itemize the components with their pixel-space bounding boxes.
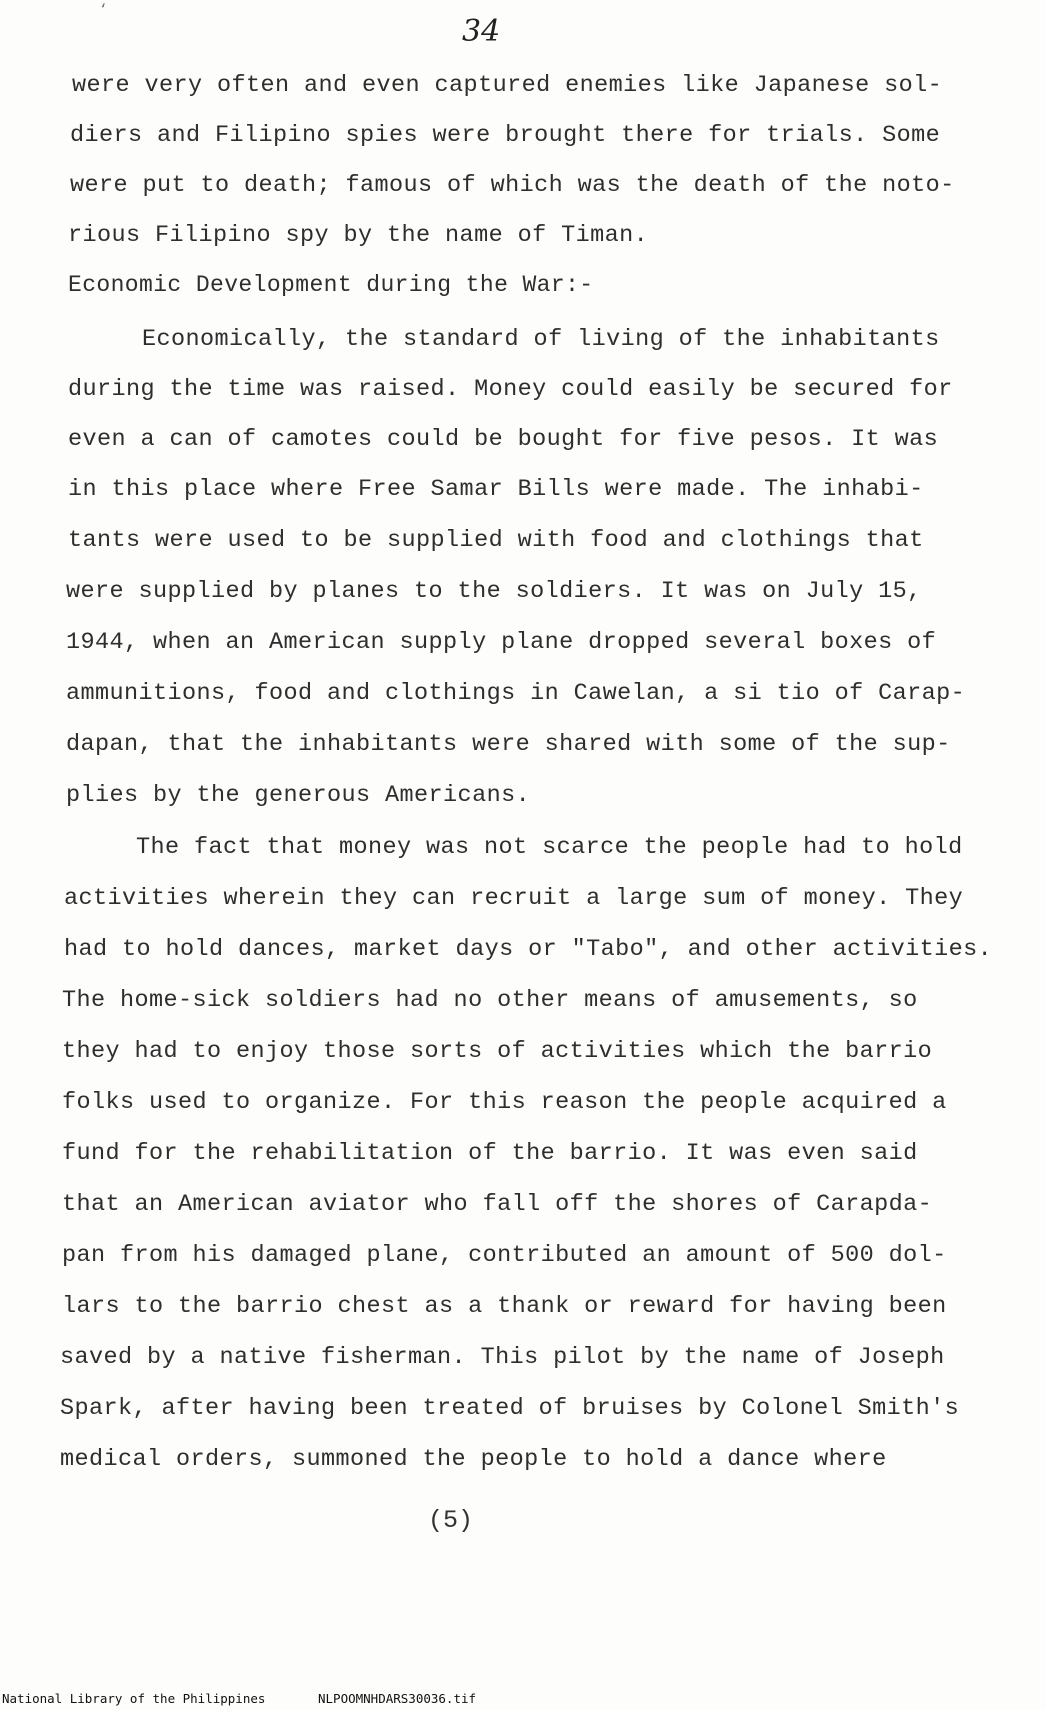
text-line: plies by the generous Americans. [66,782,531,809]
text-line: Spark, after having been treated of bruises by Colonel Smith's [60,1395,960,1422]
text-line: had to hold dances, market days or "Tabo", and other activities. [64,936,993,963]
text-line: dapan, that the inhabitants were shared with some of the sup- [66,731,951,758]
text-line: fund for the rehabilitation of the barrio. It was even said [62,1140,918,1167]
text-line: lars to the barrio chest as a thank or reward for having been [62,1293,947,1320]
text-line: pan from his damaged plane, contributed an amount of 500 dol- [62,1242,947,1269]
text-line: activities wherein they can recruit a large sum of money. They [64,885,964,912]
handwritten-page-number: 34 [462,14,501,49]
text-line: during the time was raised. Money could easily be secured for [68,376,953,403]
text-line: saved by a native fisherman. This pilot by the name of Joseph [60,1344,945,1371]
text-line: ammunitions, food and clothings in Cawelan, a si tio of Carap- [66,680,966,707]
file-name: NLPOOMNHDARS30036.tif [318,1691,477,1706]
text-line: that an American aviator who fall off the shores of Carapda- [62,1191,933,1218]
section-heading: Economic Development during the War:- [68,272,594,298]
text-line: they had to enjoy those sorts of activities which the barrio [62,1038,933,1065]
scan-mark: ‘ [99,2,108,18]
text-line: Economically, the standard of living of the inhabitants [142,326,940,353]
text-line: even a can of camotes could be bought for five pesos. It was [68,426,939,453]
text-line: 1944, when an American supply plane dropped several boxes of [66,629,937,656]
text-line: in this place where Free Samar Bills were made. The inhabi- [68,476,924,503]
text-line: were very often and even captured enemies like Japanese sol- [72,72,943,99]
text-line: diers and Filipino spies were brought there for trials. Some [70,122,941,149]
text-line: tants were used to be supplied with food and clothings that [68,527,924,554]
text-line: medical orders, summoned the people to hold a dance where [60,1446,887,1473]
library-credit: National Library of the Philippines [2,1691,266,1706]
text-line: were put to death; famous of which was the death of the noto- [70,172,955,199]
typed-page-number: (5) [428,1506,474,1535]
text-line: The fact that money was not scarce the people had to hold [136,834,963,861]
text-line: rious Filipino spy by the name of Timan. [68,222,649,249]
text-line: were supplied by planes to the soldiers. It was on July 15, [66,578,922,605]
text-line: folks used to organize. For this reason the people acquired a [62,1089,947,1116]
text-line: The home-sick soldiers had no other means of amusements, so [62,987,918,1014]
